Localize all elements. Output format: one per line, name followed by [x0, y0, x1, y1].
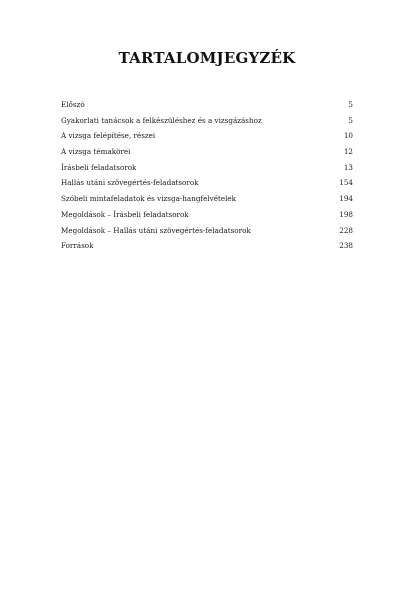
toc-entry-page: 194	[339, 194, 353, 204]
toc-entry-page: 198	[339, 209, 353, 219]
toc-entry	[61, 144, 353, 160]
toc-entry	[61, 97, 353, 113]
toc-entry	[61, 113, 353, 129]
toc-entry-page: 5	[348, 115, 353, 125]
toc-entry	[61, 223, 353, 239]
toc-entry-title: A vizsga témakörei	[61, 147, 131, 157]
toc-entry-page: 10	[343, 131, 353, 141]
toc-entry-title: Előszó	[61, 100, 85, 109]
toc-entry-page: 12	[343, 147, 353, 157]
toc-entry-title: Hallás utáni szövegértés-feladatsorok	[61, 178, 199, 188]
toc-entry-title: Megoldások – Hallás utáni szövegértés-feladatsorok	[61, 225, 251, 235]
toc-entry	[61, 160, 353, 176]
toc-entry-page: 154	[339, 178, 353, 188]
toc-entry	[61, 175, 353, 191]
page-title: TARTALOMJEGYZÉK	[118, 49, 296, 67]
toc-entry	[61, 191, 353, 207]
toc-entry-page: 13	[343, 162, 353, 172]
toc-entry	[61, 238, 353, 254]
toc-entry-title: Írásbeli feladatsorok	[61, 162, 137, 172]
toc-entry-title: Források	[61, 241, 94, 251]
toc-entry-page: 5	[348, 100, 353, 109]
toc-entry-page: 228	[339, 225, 353, 235]
table-of-contents	[61, 97, 353, 254]
toc-entry	[61, 128, 353, 144]
toc-entry-title: A vizsga felépítése, részei	[61, 131, 156, 141]
toc-entry	[61, 207, 353, 223]
toc-entry-title: Gyakorlati tanácsok a felkészüléshez és a vizsgázáshoz	[61, 115, 262, 125]
toc-entry-title: Szóbeli mintafeladatok és vizsga-hangfelvételek	[61, 194, 237, 204]
toc-entry-page: 238	[339, 241, 353, 251]
toc-entry-title: Megoldások – Írásbeli feladatsorok	[61, 209, 189, 219]
